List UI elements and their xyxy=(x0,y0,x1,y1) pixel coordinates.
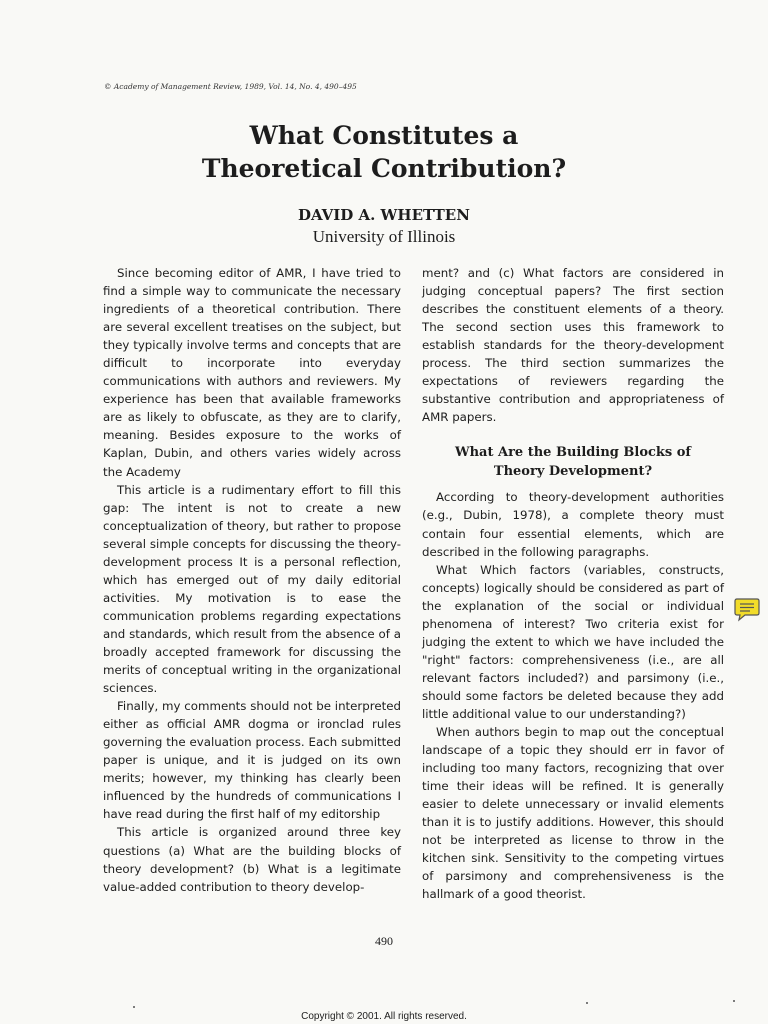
section-heading-line-2: Theory Development? xyxy=(493,464,653,480)
section-heading-line-1: What Are the Building Blocks of xyxy=(454,445,692,461)
scan-speck xyxy=(586,1002,588,1004)
left-paragraph: Finally, my comments should not be interpreted either as official AMR dogma or ironclad rules governing the evaluation process. Each submitted paper is unique, and it is judged on its own merits; however, my thinking has clearly been influenced by the hundreds of communications I have read during the first half of my editorship xyxy=(103,699,401,822)
left-paragraph: This article is a rudimentary effort to fill this gap: The intent is not to create a new conceptualization of theory, but rather to propose several simple concepts for discussing the theory-development process It is a personal reflection, which has emerged out of my daily editorial activities. My motivation is to ease the communication problems regarding expectations and standards, which result from the absence of a broadly accepted framework for discussing the merits of conceptual writing in the organizational sciences. xyxy=(103,482,401,696)
page-number: 490 xyxy=(375,934,393,948)
note-annotation-icon[interactable] xyxy=(734,596,760,622)
copyright-notice: Copyright © 2001. All rights reserved. xyxy=(301,1011,467,1022)
right-paragraph: What Which factors (variables, constructs, concepts) logically should be considered as part of the explanation of the social or individual phenomena of interest? Two criteria exist for judging the extent to which we have included the "right" factors: comprehensiveness (i.e., are all relevant factors included?) and parsimony (i.e., should some factors be deleted because they add little additional value to our understanding?) xyxy=(422,562,724,721)
left-column xyxy=(103,264,401,896)
right-continuation-paragraph: ment? and (c) What factors are considered in judging conceptual papers? The first section describes the constituent elements of a theory. The second section uses this framework to establish standards for the theory-development process. The third section summarizes the expectations of reviewers regarding the substantive contribution and appropriateness of AMR papers. xyxy=(422,266,724,425)
author-name: DAVID A. WHETTEN xyxy=(298,206,470,224)
section-heading xyxy=(422,443,724,481)
author-affiliation: University of Illinois xyxy=(312,227,456,246)
article-title xyxy=(0,119,768,185)
left-paragraph: This article is organized around three key questions (a) What are the building blocks of theory development? (b) What is a legitimate value-added contribution to theory develop- xyxy=(103,825,401,894)
title-line-2: Theoretical Contribution? xyxy=(201,154,567,183)
right-paragraph: When authors begin to map out the conceptual landscape of a topic they should err in favor of including too many factors, recognizing that over time their ideas will be refined. It is generally easier to delete unnecessary or invalid elements than it is to justify additions. However, this should not be interpreted as license to throw in the kitchen sink. Sensitivity to the competing virtues of parsimony and comprehensiveness is the hallmark of a good theorist. xyxy=(422,725,724,902)
scan-speck xyxy=(733,1000,735,1002)
scan-speck xyxy=(133,1006,135,1008)
left-paragraph: Since becoming editor of AMR, I have tried to find a simple way to communicate the necessary ingredients of a theoretical contribution. There are several excellent treatises on the subject, but they typically involve terms and concepts that are difficult to incorporate into everyday communications with authors and reviewers. My experience has been that available frameworks are as likely to obfuscate, as they are to clarify, meaning. Besides exposure to the works of Kaplan, Dubin, and others varies widely across the Academy xyxy=(103,266,401,479)
right-paragraph: According to theory-development authorities (e.g., Dubin, 1978), a complete theory must contain four essential elements, which are described in the following paragraphs. xyxy=(422,490,724,559)
journal-citation: © Academy of Management Review, 1989, Vol. 14, No. 4, 490–495 xyxy=(104,82,357,91)
title-line-1: What Constitutes a xyxy=(249,121,519,150)
right-column xyxy=(422,264,724,904)
